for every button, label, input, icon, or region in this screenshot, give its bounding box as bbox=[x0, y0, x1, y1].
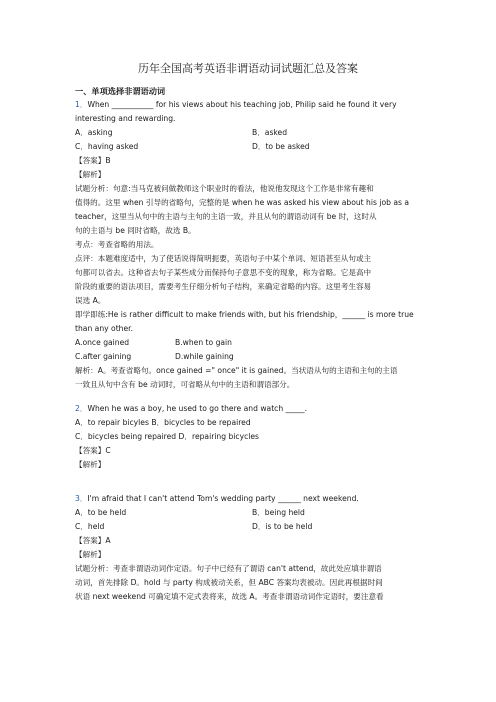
option-d: D.while gaining bbox=[175, 352, 234, 361]
analysis-line: 试题分析：考查非谓语动词作定语。句子中已经有了谓语 can't attend，故此处应填非谓语 bbox=[75, 564, 382, 573]
document-body bbox=[75, 84, 425, 604]
option-b: B．being held bbox=[252, 508, 305, 517]
option-a: A．to be held bbox=[75, 508, 127, 517]
option-a: A.once gained bbox=[75, 338, 130, 347]
option-c: C．held bbox=[75, 522, 105, 531]
analysis-line: 状语 next weekend 可确定填不定式表将来，故选 A。考查非谓语动词作定语时，要注意看 bbox=[75, 592, 384, 601]
analysis-line: 句的主语与 be 同时省略，故选 B。 bbox=[75, 226, 196, 235]
practice-explanation: 解析：A。考查省略句。once gained =" once" it is gained。当状语从句的主语和主句的主语 bbox=[75, 366, 398, 375]
analysis-label: 【解析】 bbox=[75, 460, 106, 469]
option-a: A．asking bbox=[75, 128, 113, 137]
analysis-label: 【解析】 bbox=[75, 170, 106, 179]
question-1-options-row1 bbox=[75, 126, 425, 140]
analysis-line: 试题分析：句意:当马克被问做教师这个职业时的看法，他说他发现这个工作是非常有趣和 bbox=[75, 184, 374, 193]
option-c: C．having asked bbox=[75, 142, 139, 151]
analysis-line: 点评：本题难度适中，为了使话说得简明扼要，英语句子中某个单词、短语甚至从句或主 bbox=[75, 254, 372, 263]
analysis-line: 动词，首先排除 D。hold 与 party 构成被动关系，但 ABC 答案均表被动。因此再根据时间 bbox=[75, 578, 383, 587]
question-3-stem: 3．I'm afraid that I can't attend Tom's wedding party ______ next weekend. bbox=[75, 494, 359, 503]
practice-options-row1 bbox=[75, 336, 425, 350]
analysis-line: 误选 A。 bbox=[75, 296, 106, 305]
practice-stem: 即学即练:He is rather difficult to make friends with, but his friendship，______ is more true bbox=[75, 310, 414, 319]
question-2-stem: 2．When he was a boy, he used to go there and watch _____. bbox=[75, 404, 307, 413]
analysis-line: 考点：考查省略的用法。 bbox=[75, 240, 159, 249]
question-number: 2． bbox=[75, 404, 88, 413]
analysis-line: teacher，这里当从句中的主语与主句的主语一致，并且从句的谓语动词有 be 时，这时从 bbox=[75, 212, 377, 221]
section-heading: 一、单项选择非谓语动词 bbox=[75, 86, 166, 96]
question-1-stem-cont: interesting and rewarding. bbox=[75, 114, 176, 123]
option-d: D．is to be held bbox=[252, 522, 313, 531]
practice-options-row2 bbox=[75, 350, 425, 364]
option-b: B.when to gain bbox=[175, 338, 232, 347]
answer-label: 【答案】A bbox=[75, 536, 111, 545]
question-3-options-row1 bbox=[75, 506, 425, 520]
question-number: 1． bbox=[75, 100, 88, 109]
option-d: D．to be asked bbox=[252, 142, 310, 151]
question-2-options-row1: A．to repair bicyles B．bicycles to be repaired bbox=[75, 418, 251, 427]
question-number: 3． bbox=[75, 494, 88, 503]
analysis-line: 值得的。这里 when 引导的省略句，完整的是 when he was asked his view about his job as a bbox=[75, 198, 410, 207]
question-1-stem: 1．When ___________ for his views about his teaching job, Philip said he found it very bbox=[75, 100, 397, 109]
answer-label: 【答案】C bbox=[75, 446, 111, 455]
analysis-line: 阶段的重要的语法项目，需要考生仔细分析句子结构，来确定省略的内容。这里考生容易 bbox=[75, 282, 372, 291]
analysis-label: 【解析】 bbox=[75, 550, 106, 559]
practice-stem-cont: than any other. bbox=[75, 324, 133, 333]
question-2-options-row2: C．bicycles being repaired D．repairing bicycles bbox=[75, 432, 259, 441]
question-3-options-row2 bbox=[75, 520, 425, 534]
analysis-line: 句都可以省去。这种省去句子某些成分而保持句子意思不变的现象，称为省略。它是高中 bbox=[75, 268, 372, 277]
question-1-options-row2 bbox=[75, 140, 425, 154]
page-title: 历年全国高考英语非谓语动词试题汇总及答案 bbox=[138, 62, 358, 75]
practice-explanation-cont: 一致且从句中含有 be 动词时，可省略从句中的主语和谓语部分。 bbox=[75, 380, 295, 389]
option-c: C.after gaining bbox=[75, 352, 132, 361]
answer-label: 【答案】B bbox=[75, 156, 111, 165]
option-b: B．asked bbox=[252, 128, 288, 137]
